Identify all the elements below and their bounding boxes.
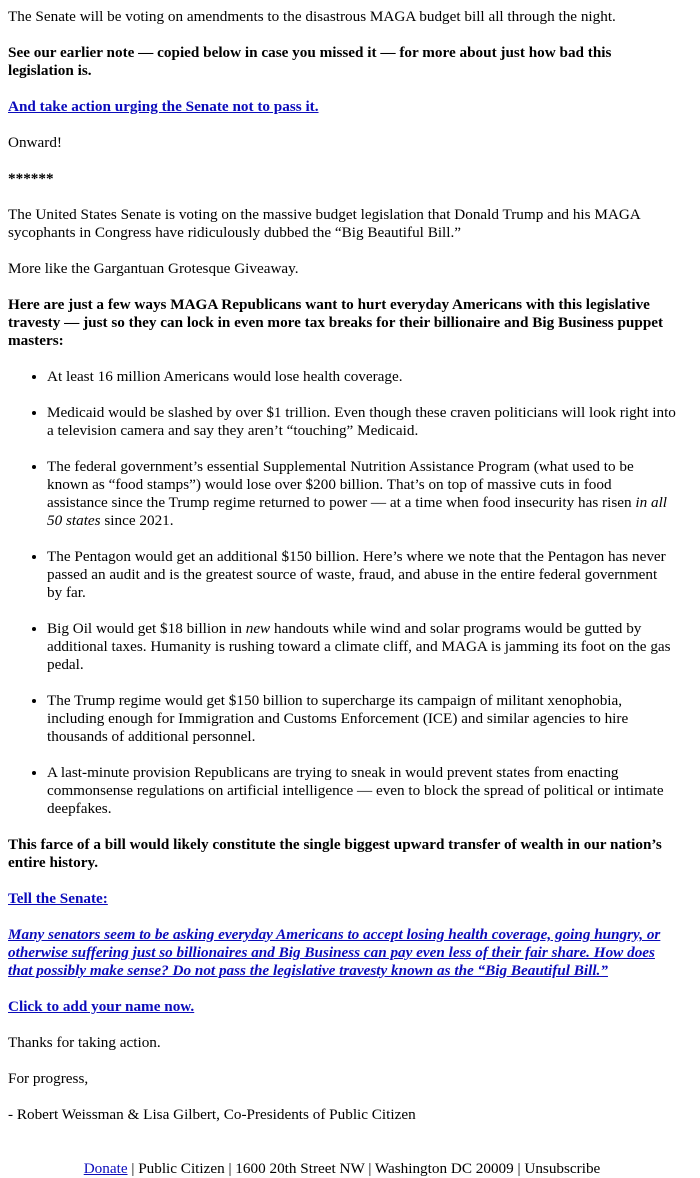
petition-link[interactable]: [8, 926, 660, 979]
oil-text-a: Big Oil would get $18 billion in: [47, 620, 246, 637]
donate-link[interactable]: Donate: [83, 1160, 128, 1177]
list-item: • The Pentagon would get an additional $150 billion. Here’s where we note that the Pentagon has never passed an audit and is the greatest source of waste, fraud, and abuse in the entire federal government by far.: [47, 548, 676, 602]
earlier-note-paragraph: [8, 44, 676, 80]
footer: [8, 1160, 676, 1178]
oil-text-emphasis: new: [245, 620, 271, 637]
separator-asterisks: ******: [8, 170, 54, 187]
list-item: • At least 16 million Americans would lose health coverage.: [47, 368, 676, 386]
harms-list: [8, 368, 676, 818]
lead-text: Here are just a few ways MAGA Republicans want to hurt everyday Americans with this legislative travesty — just so they can lock in even more tax breaks for their billionaire and Big Business puppet masters:: [8, 296, 664, 349]
list-item: [47, 620, 676, 674]
intro-paragraph: The Senate will be voting on amendments to the disastrous MAGA budget bill all through the night.: [8, 8, 616, 25]
snap-text-a: The federal government’s essential Supplemental Nutrition Assistance Program (what used to be known as “food stamps”) would lose over $200 billion. That’s on top of massive cuts in food assistance since the Trump regime returned to power — at a time when food insecurity has risen: [47, 458, 636, 511]
senate-voting-paragraph: The United States Senate is voting on the massive budget legislation that Donald Trump and his MAGA sycophants in Congress have ridiculously dubbed the “Big Beautiful Bill.”: [8, 206, 640, 241]
onward-text: Onward!: [8, 134, 62, 151]
add-name-paragraph: [8, 998, 676, 1016]
wealth-transfer-text: This farce of a bill would likely constitute the single biggest upward transfer of wealth in our nation’s entire history.: [8, 836, 662, 871]
signature-text: - Robert Weissman & Lisa Gilbert, Co-Presidents of Public Citizen: [8, 1106, 416, 1123]
gargantuan-paragraph: More like the Gargantuan Grotesque Giveaway.: [8, 260, 299, 277]
earlier-note-text: See our earlier note — copied below in case you missed it — for more about just how bad this legislation is.: [8, 44, 612, 79]
list-item: • The Trump regime would get $150 billion to supercharge its campaign of militant xenophobia, including enough for Immigration and Customs Enforcement (ICE) and similar agencies to hire thousands of additional personnel.: [47, 692, 676, 746]
separator-text: [8, 170, 676, 188]
snap-text-b: since 2021.: [100, 512, 174, 529]
list-item: [47, 458, 676, 530]
tell-senate-link[interactable]: Tell the Senate:: [8, 890, 108, 907]
take-action-link[interactable]: And take action urging the Senate not to pass it.: [8, 98, 319, 115]
tell-senate-paragraph: [8, 890, 676, 908]
action-paragraph: [8, 98, 676, 116]
list-item: • Medicaid would be slashed by over $1 trillion. Even though these craven politicians will look right into a television camera and say they aren’t “touching” Medicaid.: [47, 404, 676, 440]
signoff-text: For progress,: [8, 1070, 89, 1087]
list-item: • A last-minute provision Republicans are trying to sneak in would prevent states from enacting commonsense regulations on artificial intelligence — even to block the spread of political or intimate deepfakes.: [47, 764, 676, 818]
add-name-link[interactable]: Click to add your name now.: [8, 998, 195, 1015]
snap-text-emphasis: in all 50 states: [47, 494, 668, 529]
footer-address: | Public Citizen | 1600 20th Street NW | Washington DC 20009 | Unsubscribe: [127, 1160, 601, 1177]
oil-text-b: handouts while wind and solar programs would be gutted by additional taxes. Humanity is rushing toward a climate cliff, and MAGA is jamming its foot on the gas pedal.: [47, 620, 671, 673]
petition-paragraph: [8, 926, 676, 980]
wealth-transfer-paragraph: [8, 836, 676, 872]
lead-paragraph: [8, 296, 676, 350]
thanks-text: Thanks for taking action.: [8, 1034, 161, 1051]
petition-link-text: Many senators seem to be asking everyday Americans to accept losing health coverage, going hungry, or otherwise suffering just so billionaires and Big Business can pay even less of their fair share. How does that possibly make sense? Do not pass the legislative travesty known as the “Big Beautiful Bill.”: [8, 926, 661, 979]
